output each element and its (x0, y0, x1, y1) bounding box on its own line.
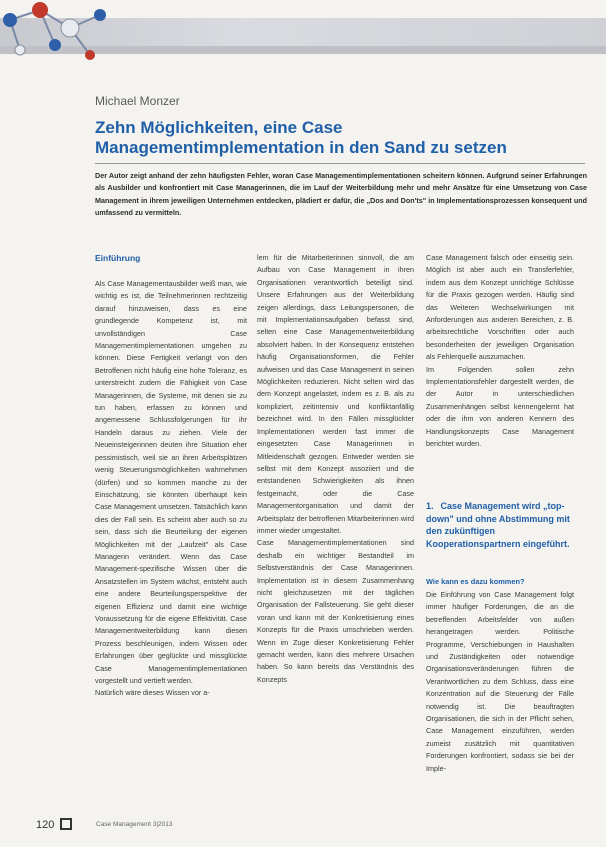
page-number (36, 818, 72, 831)
title-divider (95, 163, 585, 164)
column-2 (257, 252, 414, 686)
column-2-text: lem für die Mitarbeiterinnen sinnvoll, die am Aufbau von Case Management in ihren Organisationen verantwortlich beteiligt sind. Unsere Erfahrungen aus der Weiterbildung zeigen allerdings, dass Leitungspersonen, die mit Implementationsaufgaben befasst sind, selten eine Case Managementweiterbildung absolviert haben. In der Konsequenz entstehen häufig Organisationsformen, die Fehler aufweisen und das Case Management in seinen Möglichkeiten reduzieren. Nicht selten wird das dem Konzept angelastet, indem es z. B. als zu kompliziert, zeitintensiv und konfliktanfällig bezeichnet wird. In den Fällen missglückter Implementationen werden fast immer die eingesetzten Case Managerinnen in Mitleidenschaft gezogen. Entweder werden sie selbst mit dem Konzept assoziiert und die entstandenen Schwierigkeiten als ihnen festgemacht, oder die Case Managementorganisation und damit der Arbeitsplatz der betroffenen Mitarbeiterinnen wird immer wieder umgestaltet. Case Managementimplementationen sind deshalb ein wichtiger Bestandteil im Selbstverständnis der Case Managerinnen. Implementation ist in diesem Zusammenhang nicht gleichzusetzen mit der täglichen Organisation der Fallsteuerung. Sie geht dieser voran und kann mit der Konkretisierung eines Konzepts für die Praxis umschrieben werden. Wenn im Zuge dieser Konkretisierung Fehler gemacht werden, kann dies mehrere Ursachen haben. So kann bereits das Verständnis des Konzepts (257, 253, 414, 684)
column-3-body: Die Einführung von Case Management folgt immer häufiger Forderungen, die an die betreffenden Arbeitsfelder von außen herangetragen werden. Politische Programme, Verschiebungen in Haushalten und Zuständigkeiten oder notwendige Organisationsveränderungen führen die Verantwortlichen zu dem Schluss, dass eine Konzentration auf die Steuerung der Fälle notwendig ist. Die beauftragten Organisationen, die sich in der Pflicht sehen, Case Management einzuführen, werden zumeist zusätzlich mit quantitativen Forderungen konfrontiert, sodass sie bei der Imple- (426, 590, 576, 773)
point-heading-text: Case Management wird „top-down" und ohne Abstimmung mit den zukünftigen Kooperationspartnern eingeführt. (426, 501, 570, 549)
section-heading: Einführung (95, 253, 141, 263)
page-number-text: 120 (36, 819, 55, 831)
subheading: Wie kann es dazu kommen? (426, 577, 525, 586)
article-title: Zehn Möglichkeiten, eine Case Managementimplementation in den Sand zu setzen (95, 118, 507, 157)
article-abstract: Der Autor zeigt anhand der zehn häufigsten Fehler, woran Case Managementimplementationen scheitern können. Aufgrund seiner Erfahrungen als Ausbilder und konfrontiert mit Case Managerinnen, die im Lauf der Weiterbildung mehr und mehr Ansätze für eine Umsetzung von Case Management in ihrem jeweiligen Unternehmen entdecken, plädiert er dafür, die „Dos and Don'ts" in Implementationsprozessen konsequent und umfassend zu vermitteln. (95, 171, 587, 217)
molecule-graphic (0, 0, 120, 70)
logo-icon (60, 818, 72, 830)
point-number: 1. (426, 501, 434, 511)
point-heading (426, 500, 576, 550)
column-3-text: Case Management falsch oder einseitig sein. Möglich ist aber auch ein Transferfehler, indem aus dem Konzept unrichtige Schlüsse für die Praxis gezogen werden. Häufig sind das Weiteren Wechselwirkungen mit Anforderungen aus anderen Bereichen, z. B. arbeitsrechtliche Vorschriften oder auch besonderheiten der jeweiligen Organisation als Fehlerquelle auszumachen. Im Folgenden sollen zehn Implementationsfehler dargestellt werden, die der Autor in unterschiedlichen Zusammenhängen selbst kennengelernt hat oder die ihm von anderen Kennern des Handlungskonzepts Case Management berichtet wurden. (426, 253, 574, 449)
author-name: Michael Monzer (95, 94, 180, 108)
column-3 (426, 252, 574, 451)
column-1-text: Als Case Managementausbilder weiß man, wie wichtig es ist, die Teilnehmerinnen rechtzeitig darauf hinzuweisen, dass es eine grundlegende Kompetenz ist, mit unvollständigen Case Managementimplementationen umgehen zu können. Diese Fertigkeit verlangt von den Betroffenen nicht häufig eine hohe Toleranz, es unterstreicht zudem die Fähigkeit von Case Managerinnen, die Systeme, mit denen sie zu tun haben, erfassen zu können und angemessene Schlussfolgerungen für ihr Handeln daraus zu ziehen. Viele der Neueinsteigerinnen deuten ihre Situation eher pessimistisch, weil sie an ihren Arbeitsplätzen wenig Steuerungsmöglichkeiten wahrnehmen (dürfen) und so kommen manche zu der Einschätzung, sie könnten überhaupt kein Case Management umsetzen. Tatsächlich kann dies der Fall sein. Es scheint aber auch so zu sein, dass sich die Beurteilung der eigenen Möglichkeiten mit der „Laufzeit" als Case Managerin verändert. Wenn das Case Management-spezifische Wissen über die Ansatzstellen im System wächst, entsteht auch eine andere Beurteilungsperspektive der eigenen Effizienz und damit eine wichtige Voraussetzung für die eigene Effektivität. Case Managementweiterbildung kann diesen Prozess beschleunigen, indem Wissen oder Erfahrungen über geglückte und missglückte Case Managementimplementationen vorgestellt und vertieft werden. Natürlich wäre dieses Wissen vor a- (95, 279, 247, 698)
journal-name: Case Management 3|2013 (96, 821, 173, 828)
column-1 (95, 252, 247, 700)
